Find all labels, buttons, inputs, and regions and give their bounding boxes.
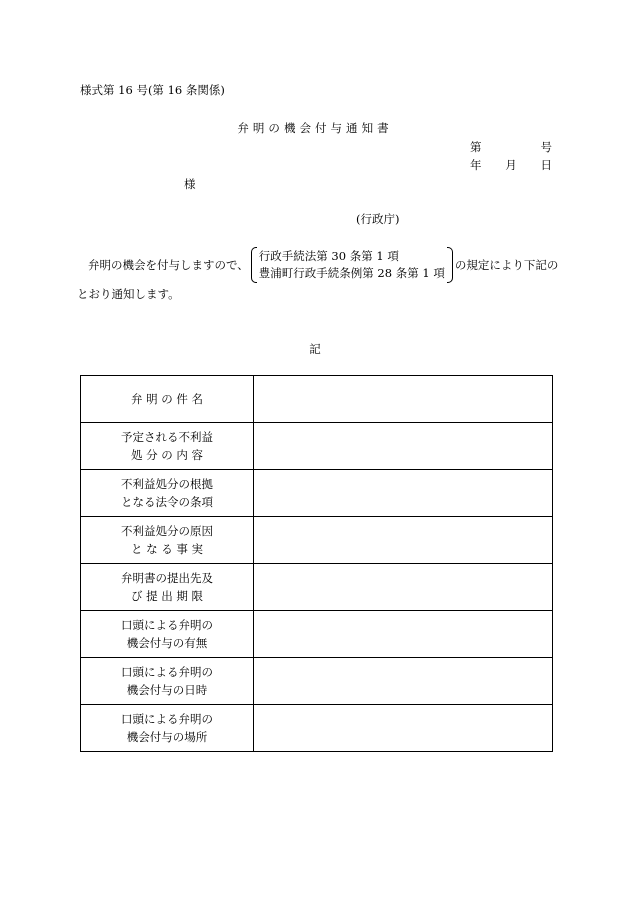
- number-suffix: 号: [540, 140, 552, 154]
- row-label-line-1: 予定される不利益: [121, 430, 213, 444]
- row-value-field[interactable]: [254, 705, 553, 752]
- date-day: 日: [540, 158, 552, 172]
- notice-table: [80, 375, 553, 752]
- row-label-line-2: 処 分 の 内 容: [130, 448, 204, 462]
- row-label: [81, 376, 254, 423]
- row-label-line-2: 機会付与の日時: [126, 683, 208, 697]
- row-label: [81, 564, 254, 611]
- number-prefix: 第: [470, 140, 482, 154]
- row-label-line-2: び 提 出 期 限: [130, 589, 204, 603]
- issuing-agency: (行政庁): [356, 212, 400, 226]
- table-row: [81, 423, 553, 470]
- row-value-field[interactable]: [254, 470, 553, 517]
- date-month: 月: [505, 158, 517, 172]
- law-reference-1: 行政手続法第 30 条第 1 項: [258, 249, 399, 263]
- date-line: [470, 157, 552, 173]
- row-value-field[interactable]: [254, 423, 553, 470]
- table-row: [81, 564, 553, 611]
- row-value-field[interactable]: [254, 658, 553, 705]
- row-label: [81, 423, 254, 470]
- table-row: [81, 658, 553, 705]
- row-value-field[interactable]: [254, 611, 553, 658]
- document-title: 弁明の機会付与通知書: [237, 121, 393, 135]
- row-label-line-2: と な る 事 実: [130, 542, 204, 556]
- intro-before: 弁明の機会を付与しますので、: [88, 258, 249, 272]
- row-label-line-1: 不利益処分の原因: [121, 524, 213, 538]
- row-label-line-1: 口頭による弁明の: [121, 665, 213, 679]
- table-row: [81, 517, 553, 564]
- form-number: 様式第 16 号(第 16 条関係): [80, 83, 225, 97]
- row-label-line-2: となる法令の条項: [121, 495, 213, 509]
- row-label-line-1: 口頭による弁明の: [121, 712, 213, 726]
- table-row: [81, 705, 553, 752]
- row-value-field[interactable]: [254, 376, 553, 423]
- row-label: [81, 658, 254, 705]
- document-number-line: [470, 139, 552, 155]
- ki-heading: 記: [309, 342, 321, 356]
- intro-paragraph: [88, 248, 558, 282]
- table-row: [81, 376, 553, 423]
- addressee: 様: [184, 177, 196, 191]
- row-label: [81, 517, 254, 564]
- table-row: [81, 470, 553, 517]
- row-label-line-2: 機会付与の有無: [126, 636, 208, 650]
- law-reference-2: 豊浦町行政手続条例第 28 条第 1 項: [258, 266, 445, 280]
- row-value-field[interactable]: [254, 564, 553, 611]
- row-label: [81, 705, 254, 752]
- row-value-field[interactable]: [254, 517, 553, 564]
- row-label-line-1: 弁明書の提出先及: [121, 571, 213, 585]
- date-year: 年: [470, 158, 482, 172]
- row-label-line-1: 不利益処分の根拠: [121, 477, 213, 491]
- row-label-line-1: 弁 明 の 件 名: [130, 392, 204, 406]
- intro-after: の規定により下記の: [454, 258, 559, 272]
- row-label: [81, 470, 254, 517]
- law-reference-brace: [251, 248, 453, 282]
- intro-line-2: とおり通知します。: [77, 287, 180, 301]
- row-label-line-2: 機会付与の場所: [126, 730, 208, 744]
- table-row: [81, 611, 553, 658]
- row-label-line-1: 口頭による弁明の: [121, 618, 213, 632]
- row-label: [81, 611, 254, 658]
